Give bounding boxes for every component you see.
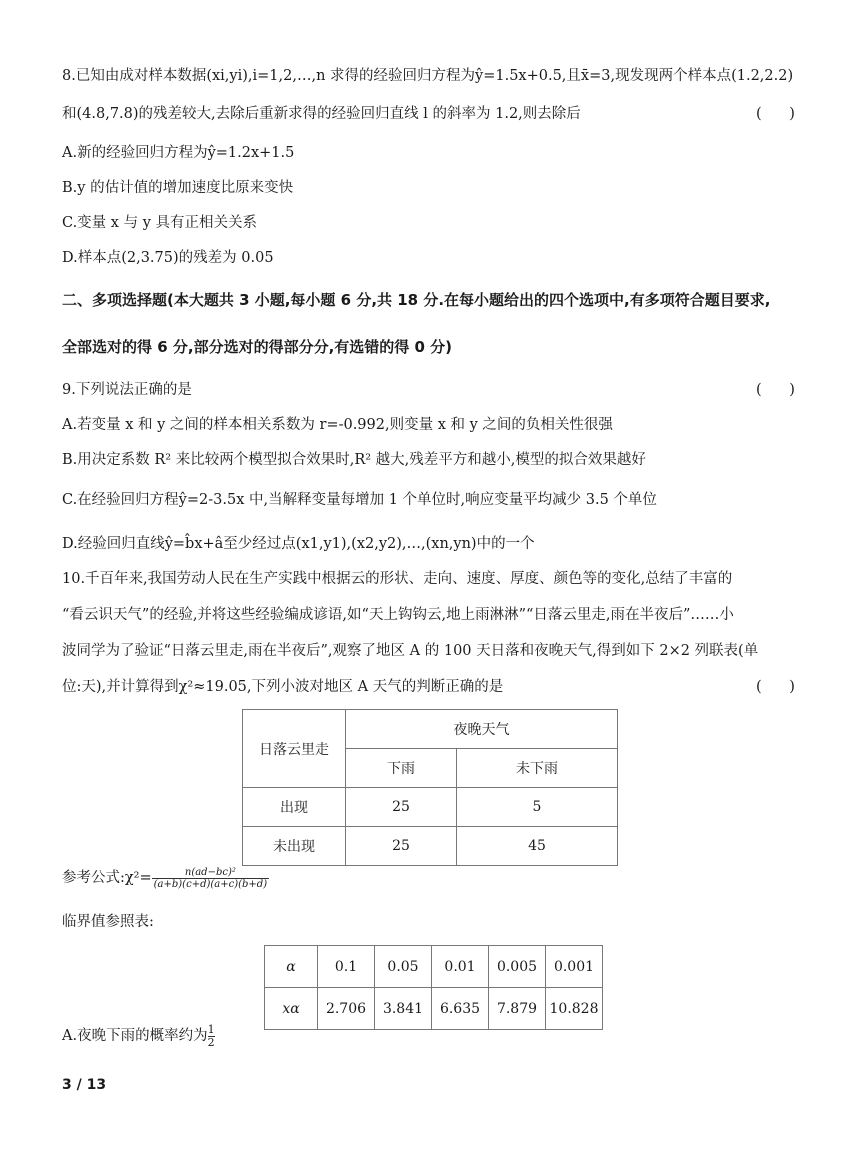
table-col-no-rain: 未下雨 [457,749,618,788]
q10-answer-paren: ( ) [756,679,795,695]
table-row [265,946,603,988]
q8-answer-paren: ( ) [756,106,795,122]
table-row [265,988,603,1030]
table-row-header: 日落云里走 [243,710,346,788]
table-row-label: 出现 [243,788,346,827]
section2-heading-line2: 全部选对的得 6 分,部分选对的得部分分,有选错的得 0 分) [62,338,453,356]
section2-heading-line1: 二、多项选择题(本大题共 3 小题,每小题 6 分,共 18 分.在每小题给出的四个选项中,有多项符合题目要求, [62,291,771,309]
table-cell: 0.05 [375,946,432,988]
table-row [243,827,618,866]
q9-answer-paren: ( ) [756,382,795,398]
critical-value-table [264,945,603,1030]
q10-option-a-text: A.夜晚下雨的概率约为 [62,1028,208,1044]
table-cell: 0.001 [546,946,603,988]
table-cell: 10.828 [546,988,603,1030]
table-row-label: 未出现 [243,827,346,866]
table-row [243,788,618,827]
q8-option-a: A.新的经验回归方程为ŷ=1.2x+1.5 [62,145,295,161]
table-cell: 5 [457,788,618,827]
q9-stem: 9.下列说法正确的是 [62,382,192,398]
table-cell: 7.879 [489,988,546,1030]
page-number: 3 / 13 [62,1077,107,1093]
reference-formula [62,866,269,890]
q8-option-c: C.变量 x 与 y 具有正相关关系 [62,215,257,231]
formula-label: 参考公式:χ²= [62,870,152,886]
table-col-group: 夜晚天气 [346,710,618,749]
q10-stem-line1: 10.千百年来,我国劳动人民在生产实践中根据云的形状、走向、速度、厚度、颜色等的变化,总结了丰富的 [62,571,733,587]
table-cell: 6.635 [432,988,489,1030]
alpha-label: α [265,946,318,988]
formula-denominator: (a+b)(c+d)(a+c)(b+d) [153,878,268,890]
q10-option-a [62,1022,215,1050]
table-cell: 25 [346,827,457,866]
table-col-rain: 下雨 [346,749,457,788]
q10-stem-line2: “看云识天气”的经验,并将这些经验编成谚语,如“天上钩钩云,地上雨淋淋”“日落云里走,雨在半夜后”……小 [62,607,734,623]
fraction-one-half [208,1024,215,1049]
q10-stem-line4: 位:天),并计算得到χ²≈19.05,下列小波对地区 A 天气的判断正确的是 [62,679,504,695]
x-alpha-label: xα [265,988,318,1030]
q8-stem-line2: 和(4.8,7.8)的残差较大,去除后重新求得的经验回归直线 l 的斜率为 1.2,则去除后 [62,106,581,122]
q9-option-c: C.在经验回归方程ŷ=2-3.5x 中,当解释变量每增加 1 个单位时,响应变量平均减少 3.5 个单位 [62,492,657,508]
table-cell: 25 [346,788,457,827]
q9-option-b: B.用决定系数 R² 来比较两个模型拟合效果时,R² 越大,残差平方和越小,模型的拟合效果越好 [62,452,646,468]
contingency-table [242,709,618,866]
table-cell: 0.1 [318,946,375,988]
table-cell: 3.841 [375,988,432,1030]
q9-option-d: D.经验回归直线ŷ=b̂x+â至少经过点(x1,y1),(x2,y2),…,(xn,yn)中的一个 [62,536,535,552]
q8-stem-line1: 8.已知由成对样本数据(xi,yi),i=1,2,…,n 求得的经验回归方程为ŷ=1.5x+0.5,且x̄=3,现发现两个样本点(1.2,2.2) [62,68,794,84]
table-cell: 0.005 [489,946,546,988]
table-cell: 45 [457,827,618,866]
fraction-numerator: 1 [207,1022,215,1036]
table-cell: 0.01 [432,946,489,988]
q9-option-a: A.若变量 x 和 y 之间的样本相关系数为 r=-0.992,则变量 x 和 y 之间的负相关性很强 [62,417,613,433]
formula-fraction [152,867,269,890]
q8-option-d: D.样本点(2,3.75)的残差为 0.05 [62,250,274,266]
critical-table-label: 临界值参照表: [62,914,154,930]
table-cell: 2.706 [318,988,375,1030]
q10-stem-line3: 波同学为了验证“日落云里走,雨在半夜后”,观察了地区 A 的 100 天日落和夜晚天气,得到如下 2×2 列联表(单 [62,643,759,659]
fraction-denominator: 2 [207,1035,215,1049]
q8-option-b: B.y 的估计值的增加速度比原来变快 [62,180,294,196]
formula-numerator: n(ad−bc)² [152,867,269,879]
